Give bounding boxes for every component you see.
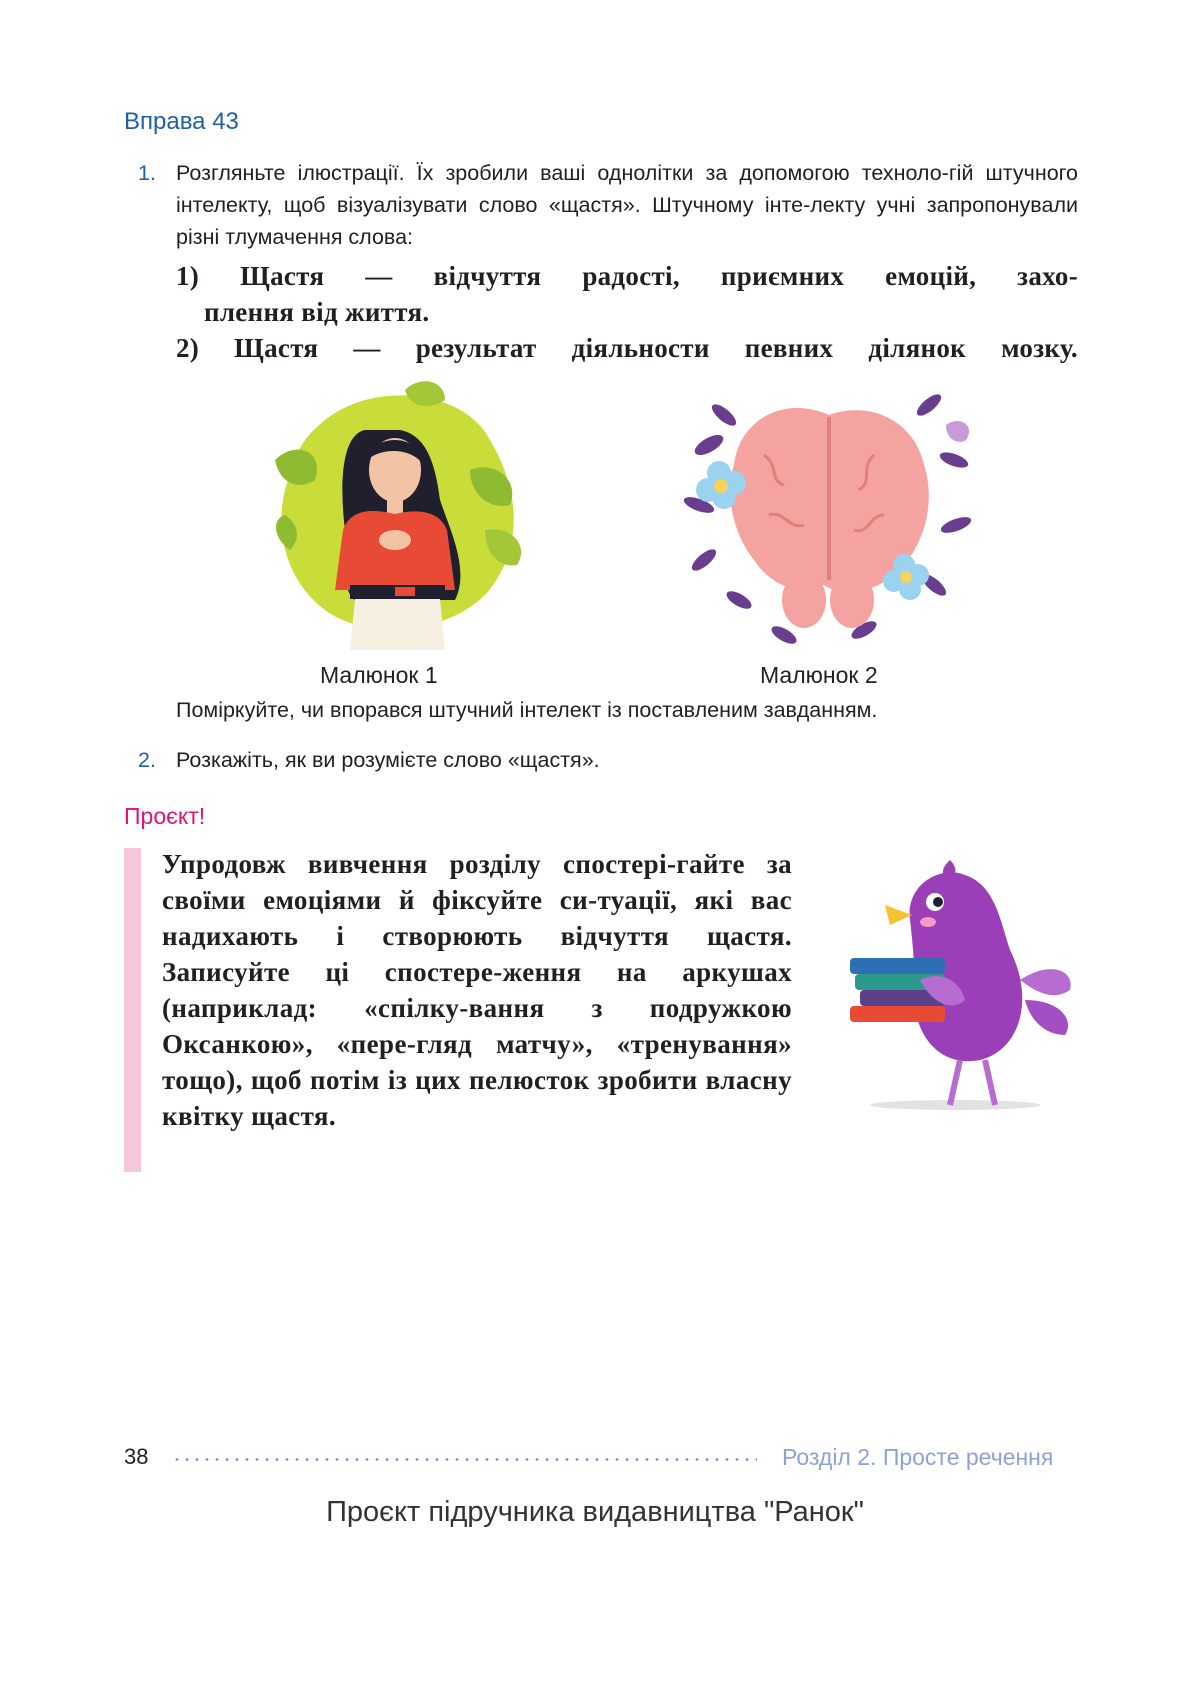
question-text: Поміркуйте, чи впорався штучний інтелект із поставленим завданням. [176, 698, 878, 722]
exercise-title: Вправа 43 [124, 108, 239, 135]
page-number: 38 [124, 1444, 149, 1469]
task-1-number: 1. [138, 161, 156, 185]
task-2-number: 2. [138, 748, 156, 772]
task-2-text: Розкажіть, як ви розумієте слово «щастя». [176, 748, 600, 772]
definition-1-line-1: 1) Щастя — відчуття радості, приємних емоцій, захо- [176, 261, 1078, 291]
figure-1-caption: Малюнок 1 [320, 662, 438, 688]
project-accent-bar [124, 848, 141, 1172]
definition-2: 2) Щастя — результат діяльности певних ділянок мозку. [176, 333, 1078, 363]
project-title: Проєкт! [124, 803, 206, 829]
footer-dotted-line [172, 1458, 757, 1461]
illustration-brain [684, 385, 974, 650]
task-1 [138, 157, 1078, 253]
project-text: Упродовж вивчення розділу спостері-гайте за своїми емоціями й фіксуйте си-туації, які вас надихають і створюють відчуття щастя. Записуйте ці спостере-ження на аркушах (наприклад: «спілку-вання з подружкою Оксанкою», «пере-гляд матчу», «тренування» тощо), щоб потім із цих пелюсток зробити власну квітку щастя. [162, 849, 792, 1131]
definitions-list [176, 258, 1078, 366]
definition-1-line-2: плення від життя. [204, 297, 430, 327]
task-1-text: Розгляньте ілюстрації. Їх зробили ваші однолітки за допомогою техноло-гій штучного інтелекту, щоб візуалізувати слово «щастя». Штучному інте-лекту учні запропонували різні тлумачення слова: [176, 161, 1078, 249]
illustration-woman [255, 380, 535, 650]
section-title: Розділ 2. Просте речення [782, 1444, 1054, 1470]
bird-illustration [850, 860, 1080, 1120]
publisher-note: Проєкт підручника видавництва "Ранок" [326, 1496, 864, 1528]
task-2 [138, 744, 1078, 776]
figure-2-caption: Малюнок 2 [760, 662, 878, 688]
